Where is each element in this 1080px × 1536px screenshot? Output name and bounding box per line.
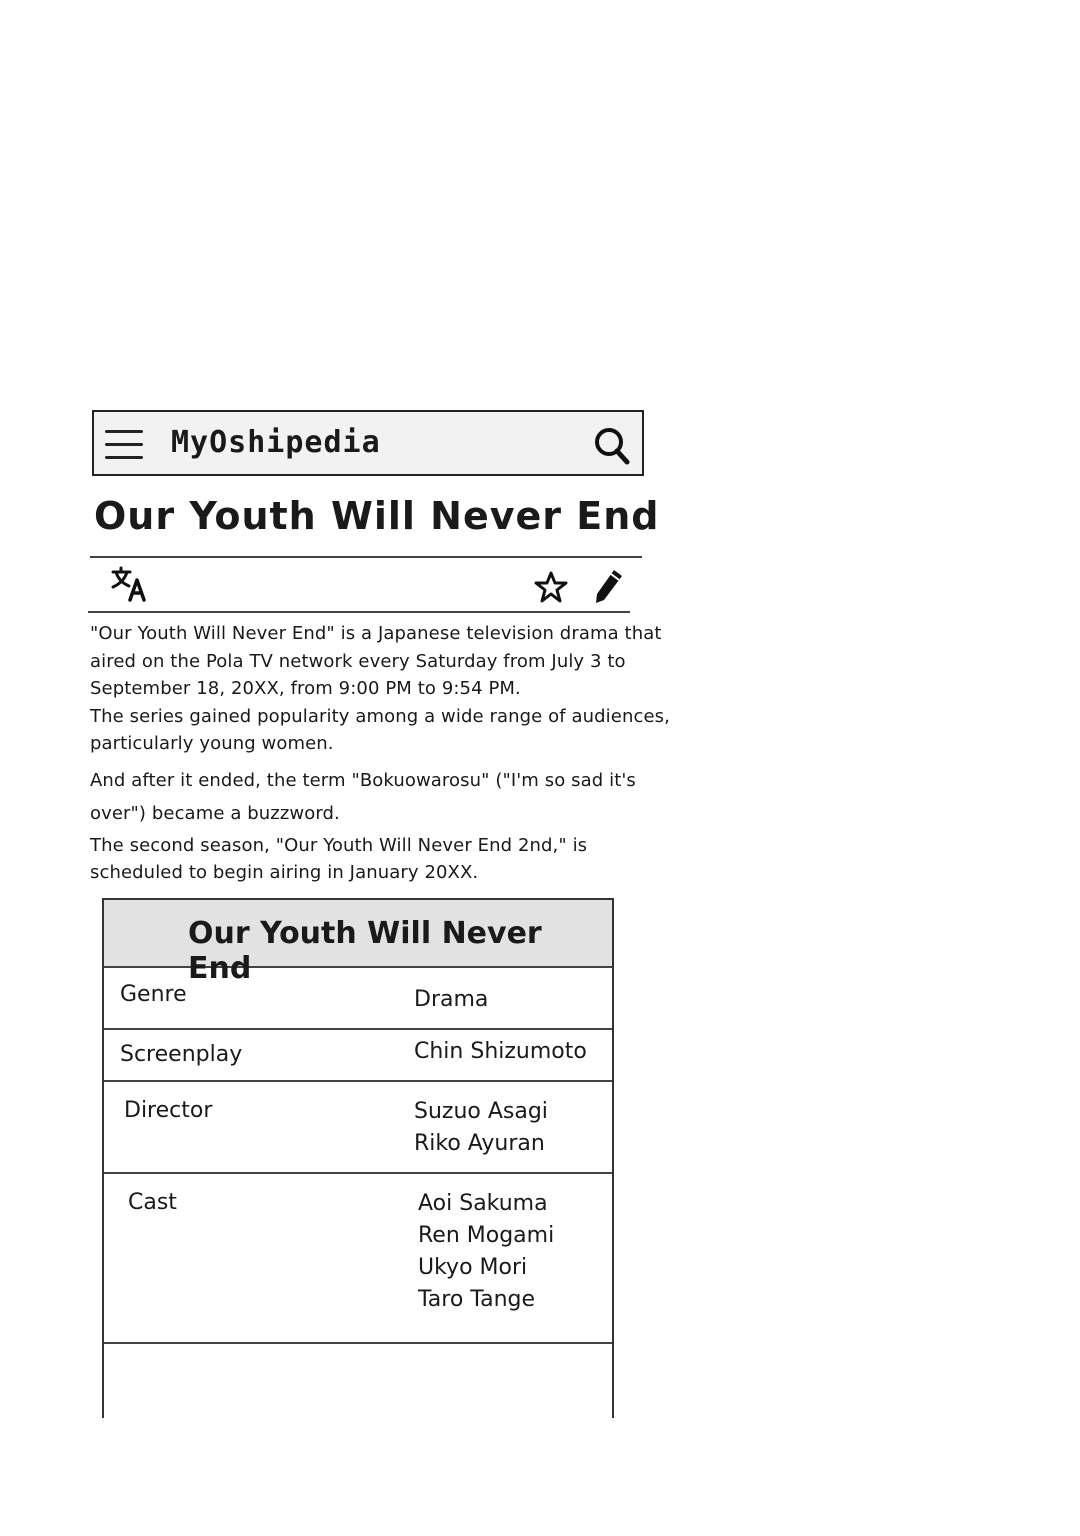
pencil-icon[interactable] (592, 566, 626, 606)
infobox-value (414, 1096, 548, 1160)
article-body (90, 620, 680, 887)
page-title: Our Youth Will Never End (94, 494, 660, 538)
infobox-value (414, 1036, 587, 1068)
infobox-value-item[interactable]: Ukyo Mori (418, 1255, 528, 1280)
article-paragraph: "Our Youth Will Never End" is a Japanese television drama that aired on the Pola TV network every Saturday from July 3 to September 18, 20XX, from 9:00 PM to 9:54 PM. (90, 623, 662, 699)
infobox-value-item[interactable]: Chin Shizumoto (414, 1039, 587, 1064)
hamburger-menu-icon[interactable] (105, 426, 143, 464)
site-name[interactable]: MyOshipedia (171, 425, 381, 460)
infobox-value (414, 984, 488, 1016)
infobox-title: Our Youth Will Never End (188, 916, 542, 986)
infobox-value-item[interactable]: Ren Mogami (418, 1223, 555, 1248)
article-paragraph: The series gained popularity among a wide range of audiences, particularly young women. (90, 705, 670, 754)
infobox-value-item[interactable]: Suzuo Asagi (414, 1099, 548, 1124)
infobox-label: Director (124, 1098, 213, 1123)
infobox-row-genre (104, 968, 612, 1030)
infobox (102, 898, 614, 1418)
infobox-header (104, 900, 612, 986)
infobox-row-director (104, 1082, 612, 1174)
infobox-value-item[interactable]: Taro Tange (418, 1287, 536, 1312)
article-paragraph: The second season, "Our Youth Will Never End 2nd," is scheduled to begin airing in January 20XX. (90, 834, 588, 883)
infobox-value-item[interactable]: Riko Ayuran (414, 1131, 545, 1156)
infobox-value-item[interactable]: Aoi Sakuma (418, 1191, 548, 1216)
infobox-row-cast (104, 1174, 612, 1344)
article-paragraph: And after it ended, the term "Bokuowarosu" ("I'm so sad it's over") became a buzzword. (90, 769, 636, 824)
toolbar-divider (88, 611, 630, 613)
search-icon[interactable] (592, 425, 632, 465)
title-divider (90, 556, 642, 558)
infobox-value-item[interactable]: Drama (414, 987, 489, 1012)
translate-icon[interactable] (110, 566, 148, 602)
article-toolbar (92, 562, 640, 610)
star-icon[interactable] (534, 570, 568, 604)
infobox-label: Cast (128, 1190, 177, 1215)
infobox-value (418, 1188, 554, 1316)
infobox-row-screenplay (104, 1030, 612, 1082)
infobox-label: Genre (120, 982, 187, 1007)
top-app-bar (92, 410, 644, 476)
infobox-label: Screenplay (120, 1042, 243, 1067)
